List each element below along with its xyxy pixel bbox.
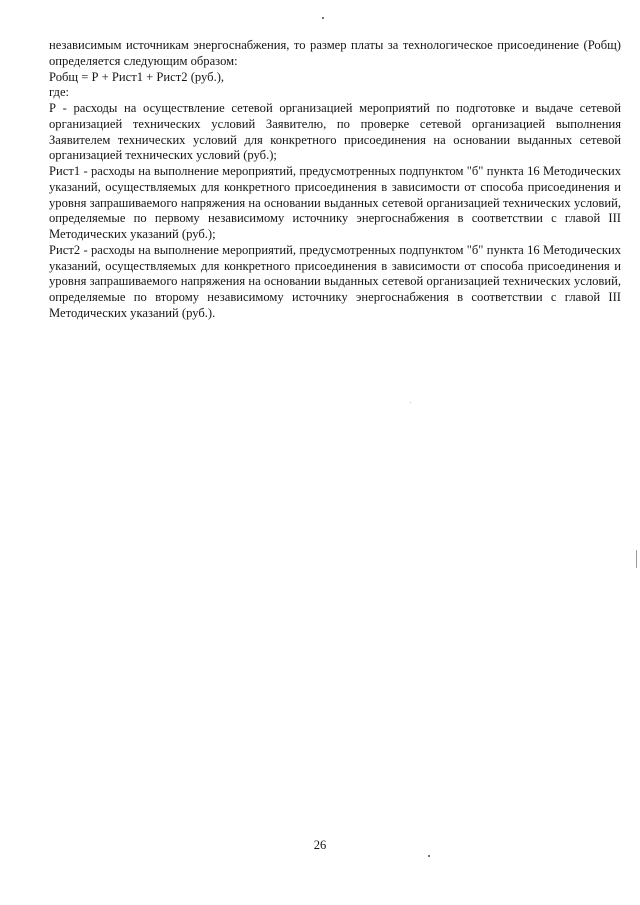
definition-p: Р - расходы на осуществление сетевой организацией мероприятий по подготовке и выдаче сетевой организацией технических условий Заявителю, по проверке сетевой организацией выполнения Заявителем технических условий для конкретного присоединения на основании выданных сетевой организацией технических условий (руб.); [49,101,621,163]
scan-speck [410,402,411,403]
scan-speck [636,550,637,568]
scan-speck [428,855,430,857]
where-label: где: [49,85,70,100]
page-number: 26 [313,838,327,852]
document-body [49,38,621,322]
formula-line: Робщ = Р + Рист1 + Рист2 (руб.), [49,69,225,84]
paragraph-intro: независимым источникам энергоснабжения, то размер платы за технологическое присоединение (Робщ) определяется следующим образом: [49,38,621,68]
definition-rist1: Рист1 - расходы на выполнение мероприятий, предусмотренных подпунктом "б" пункта 16 Методических указаний, осуществляемых для конкретного присоединения в зависимости от способа присоединения и уровня запрашиваемого напряжения на основании выданных сетевой организацией технических условий, определяемые по первому независимому источнику энергоснабжения в соответствии с главой III Методических указаний (руб.); [49,164,621,241]
scan-speck [322,17,324,19]
definition-rist2: Рист2 - расходы на выполнение мероприятий, предусмотренных подпунктом "б" пункта 16 Методических указаний, осуществляемых для конкретного присоединения в зависимости от способа присоединения и уровня запрашиваемого напряжения на основании выданных сетевой организацией технических условий, определяемые по второму независимому источнику энергоснабжения в соответствии с главой III Методических указаний (руб.). [49,242,621,320]
